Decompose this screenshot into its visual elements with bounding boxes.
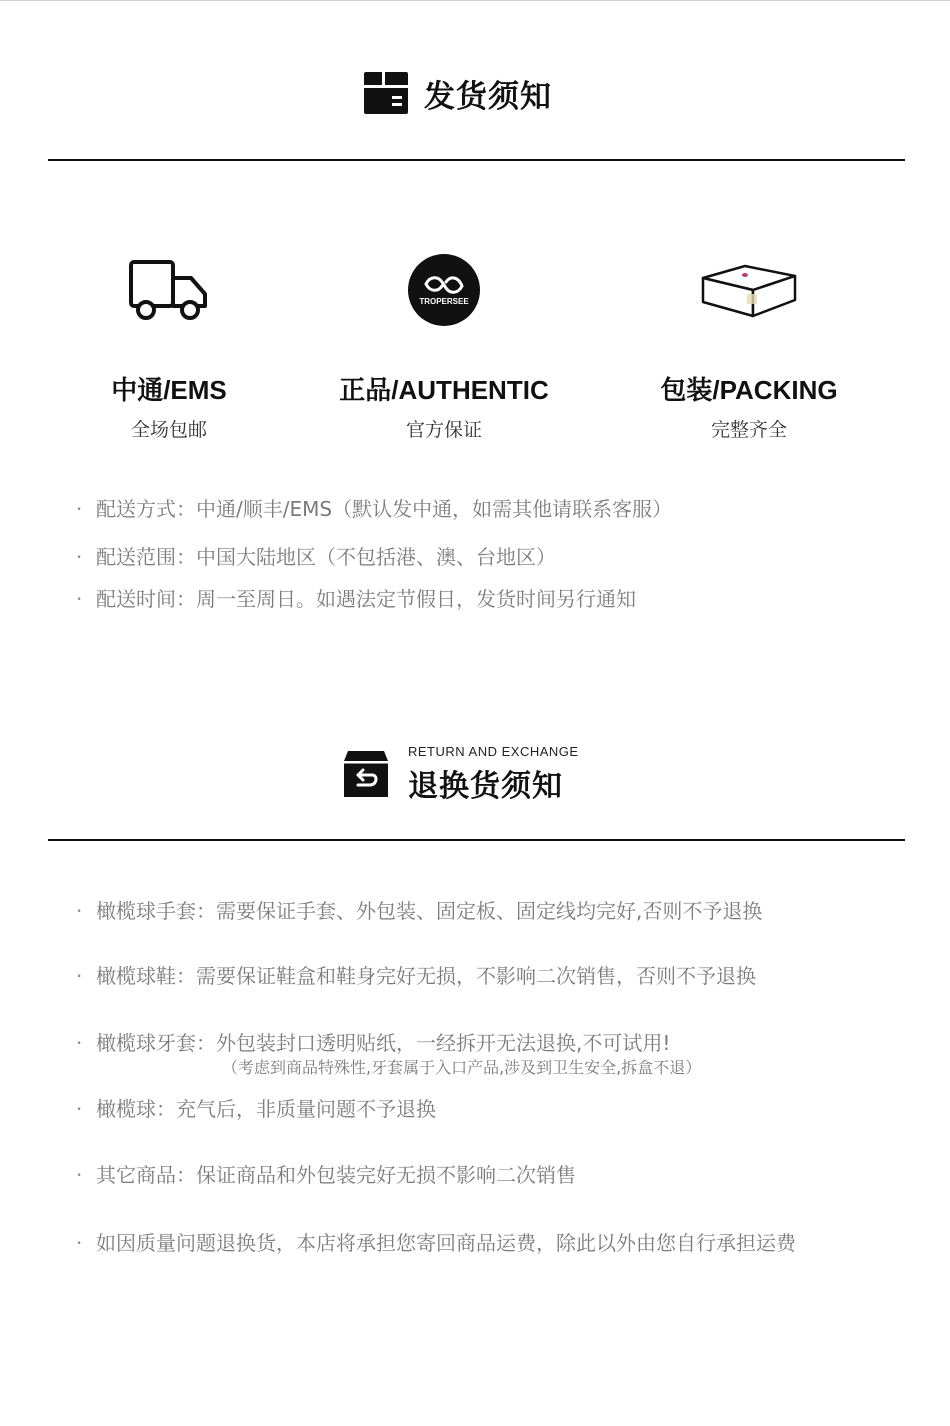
feature-authentic — [294, 248, 594, 442]
bullet-dot: · — [76, 545, 83, 569]
shoes-policy-item — [76, 960, 756, 989]
box-icon — [362, 69, 410, 117]
truck-icon — [127, 254, 211, 326]
list-item-text: 橄榄球牙套：外包装封口透明贴纸，一经拆开无法退换,不可试用! — [96, 1031, 671, 1055]
shipping-divider — [48, 159, 905, 161]
bullet-dot: · — [76, 497, 83, 521]
brand-logo-text: TROPERSEE — [419, 297, 469, 306]
returns-divider — [48, 839, 905, 841]
returns-title: 退换货须知 — [408, 769, 563, 804]
bullet-dot: · — [76, 899, 83, 923]
feature-subtitle: 全场包邮 — [130, 419, 207, 441]
bullet-dot: · — [76, 1097, 83, 1121]
list-item-text: 橄榄球鞋：需要保证鞋盒和鞋身完好无损，不影响二次销售，否则不予退换 — [96, 964, 756, 988]
list-item-text: 配送范围：中国大陆地区（不包括港、澳、台地区） — [96, 545, 556, 569]
quality-issue-policy-item — [76, 1227, 796, 1256]
bullet-dot: · — [76, 1231, 83, 1255]
package-box-icon — [699, 260, 799, 320]
returns-subtitle-en: RETURN AND EXCHANGE — [408, 744, 579, 759]
bullet-dot: · — [76, 1031, 83, 1055]
list-item-text: 橄榄球手套：需要保证手套、外包装、固定板、固定线均完好,否则不予退换 — [96, 899, 763, 923]
list-item-text: 如因质量问题退换货，本店将承担您寄回商品运费，除此以外由您自行承担运费 — [96, 1231, 796, 1255]
bullet-dot: · — [76, 964, 83, 988]
bullet-dot: · — [76, 587, 83, 611]
top-border — [0, 0, 950, 1]
feature-packing — [599, 248, 899, 442]
shipping-header — [362, 68, 552, 118]
feature-title: 包装/PACKING — [660, 375, 838, 405]
mouthguard-policy-item — [76, 1027, 670, 1056]
list-item-text: 其它商品：保证商品和外包装完好无损不影响二次销售 — [96, 1163, 576, 1187]
feature-subtitle: 官方保证 — [405, 419, 482, 441]
feature-title: 中通/EMS — [111, 375, 227, 405]
return-box-icon — [342, 749, 390, 801]
shipping-title: 发货须知 — [424, 78, 552, 115]
list-item-text: 配送时间：周一至周日。如遇法定节假日，发货时间另行通知 — [96, 587, 636, 611]
other-goods-policy-item — [76, 1159, 576, 1188]
mouthguard-note: （考虑到商品特殊性,牙套属于入口产品,涉及到卫生安全,拆盒不退） — [222, 1058, 702, 1077]
returns-header — [342, 744, 579, 805]
football-policy-item — [76, 1093, 436, 1122]
list-item-text: 配送方式：中通/顺丰/EMS（默认发中通，如需其他请联系客服） — [96, 497, 673, 521]
feature-title: 正品/AUTHENTIC — [339, 375, 549, 405]
brand-logo — [406, 252, 482, 328]
shipping-time-item — [76, 583, 636, 612]
bullet-dot: · — [76, 1163, 83, 1187]
feature-shipping-carrier — [19, 248, 319, 442]
gloves-policy-item — [76, 895, 762, 924]
list-item-text: 橄榄球：充气后，非质量问题不予退换 — [96, 1097, 436, 1121]
shipping-method-item — [76, 493, 672, 522]
shipping-range-item — [76, 541, 556, 570]
feature-subtitle: 完整齐全 — [710, 419, 787, 441]
